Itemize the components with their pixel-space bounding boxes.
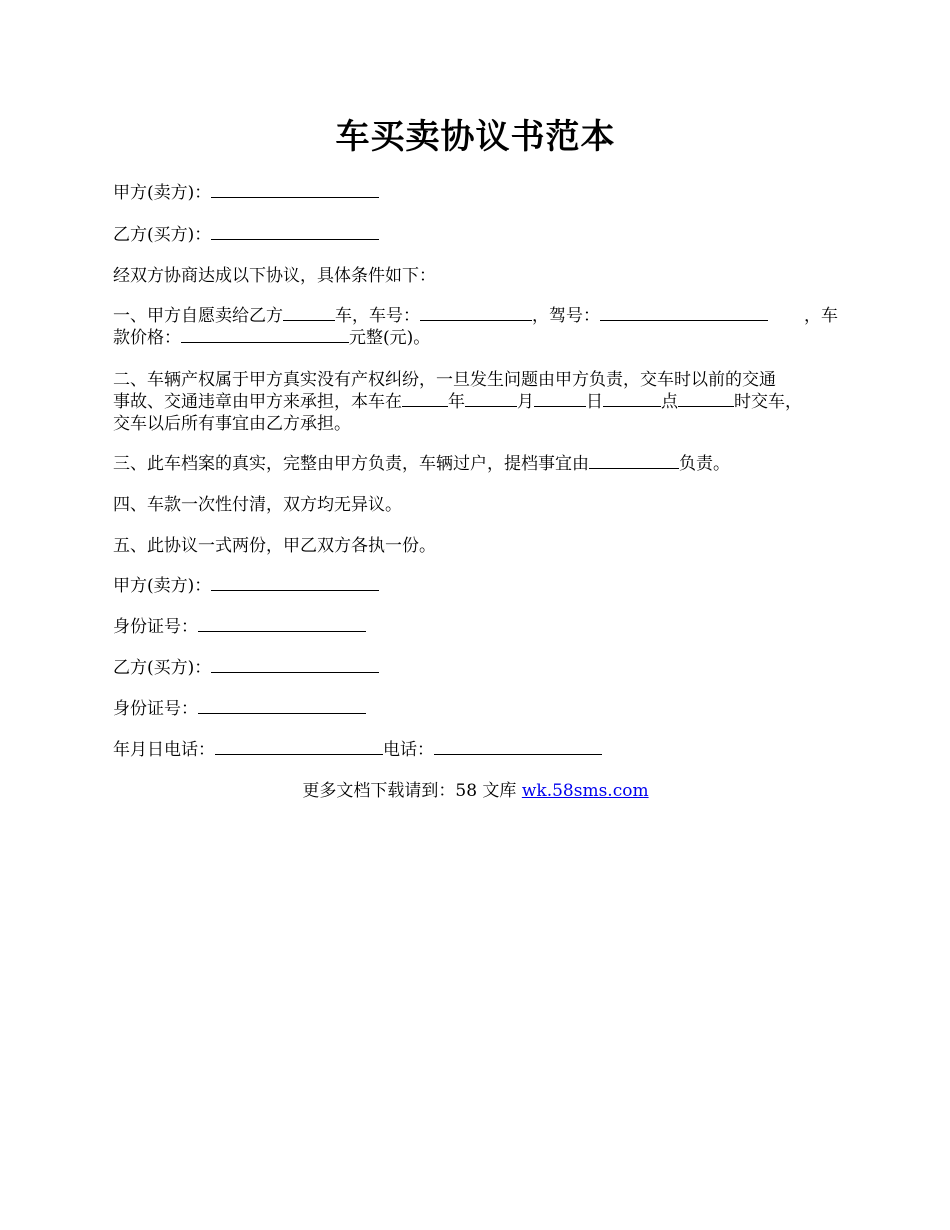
date-phone-line — [113, 739, 838, 761]
hour-blank — [603, 392, 661, 407]
clause-3-text-b: 负责。 — [679, 454, 730, 474]
clause-2-text-b: 时交车， — [734, 392, 802, 412]
car-model-blank — [283, 306, 335, 321]
id-a-blank — [198, 617, 366, 632]
sign-party-a-label: 甲方(卖方)： — [113, 576, 212, 596]
plate-number-blank — [420, 306, 532, 321]
clause-1-text-f: 元整(元)。 — [349, 328, 431, 348]
party-b-blank — [211, 225, 379, 240]
id-b-blank — [198, 699, 366, 714]
clause-1-text-d: ，车 — [804, 306, 838, 326]
year-label: 年 — [448, 392, 465, 412]
phone-blank — [434, 740, 602, 755]
party-a-label: 甲方(卖方)： — [113, 183, 212, 203]
phone-label: 电话： — [383, 740, 434, 760]
month-blank — [465, 392, 517, 407]
clause-4-line: 四、车款一次性付清，双方均无异议。 — [113, 495, 402, 515]
party-a-blank — [211, 183, 379, 198]
party-b-line — [113, 224, 838, 246]
footer-link[interactable]: wk.58sms.com — [521, 781, 649, 801]
clause-2-line-2 — [113, 391, 838, 413]
clause-3-text-a: 三、此车档案的真实，完整由甲方负责，车辆过户，提档事宜由 — [113, 454, 589, 474]
clause-2-line-3: 交车以后所有事宜由乙方承担。 — [113, 414, 351, 434]
id-b-line — [113, 698, 838, 720]
sign-party-b-line — [113, 657, 838, 679]
hour-label: 点 — [661, 392, 678, 412]
date-phone-label: 年月日电话： — [113, 740, 215, 760]
intro-line: 经双方协商达成以下协议，具体条件如下： — [113, 266, 436, 286]
day-blank — [534, 392, 586, 407]
party-a-line — [113, 182, 838, 204]
date-phone-blank — [215, 740, 383, 755]
clause-2-text-a: 事故、交通违章由甲方来承担，本车在 — [113, 392, 402, 412]
sign-party-a-blank — [211, 576, 379, 591]
id-a-label: 身份证号： — [113, 617, 198, 637]
id-a-line — [113, 616, 838, 638]
month-label: 月 — [517, 392, 534, 412]
sign-party-b-label: 乙方(买方)： — [113, 658, 212, 678]
clause-1-text-b: 车，车号： — [335, 306, 420, 326]
clause-1-text-c: ，驾号： — [532, 306, 600, 326]
year-blank — [402, 392, 448, 407]
price-blank — [181, 328, 349, 343]
clause-1-text-a: 一、甲方自愿卖给乙方 — [113, 306, 283, 326]
footer-line — [113, 780, 838, 802]
clause-5-line: 五、此协议一式两份，甲乙双方各执一份。 — [113, 536, 436, 556]
clause-2-line-1: 二、车辆产权属于甲方真实没有产权纠纷，一旦发生问题由甲方负责，交车时以前的交通 — [113, 370, 776, 390]
minute-blank — [678, 392, 734, 407]
clause-1-line-2 — [113, 327, 838, 349]
clause-3-line — [113, 453, 838, 475]
footer-text: 更多文档下载请到：58 文库 — [302, 781, 522, 801]
sign-party-a-line — [113, 575, 838, 597]
day-label: 日 — [586, 392, 603, 412]
responsible-party-blank — [589, 454, 679, 469]
document-title: 车买卖协议书范本 — [335, 117, 616, 157]
id-b-label: 身份证号： — [113, 699, 198, 719]
clause-1-text-e: 款价格： — [113, 328, 181, 348]
license-number-blank — [600, 306, 768, 321]
clause-1-line-1 — [113, 305, 838, 327]
party-b-label: 乙方(买方)： — [113, 225, 212, 245]
sign-party-b-blank — [211, 658, 379, 673]
